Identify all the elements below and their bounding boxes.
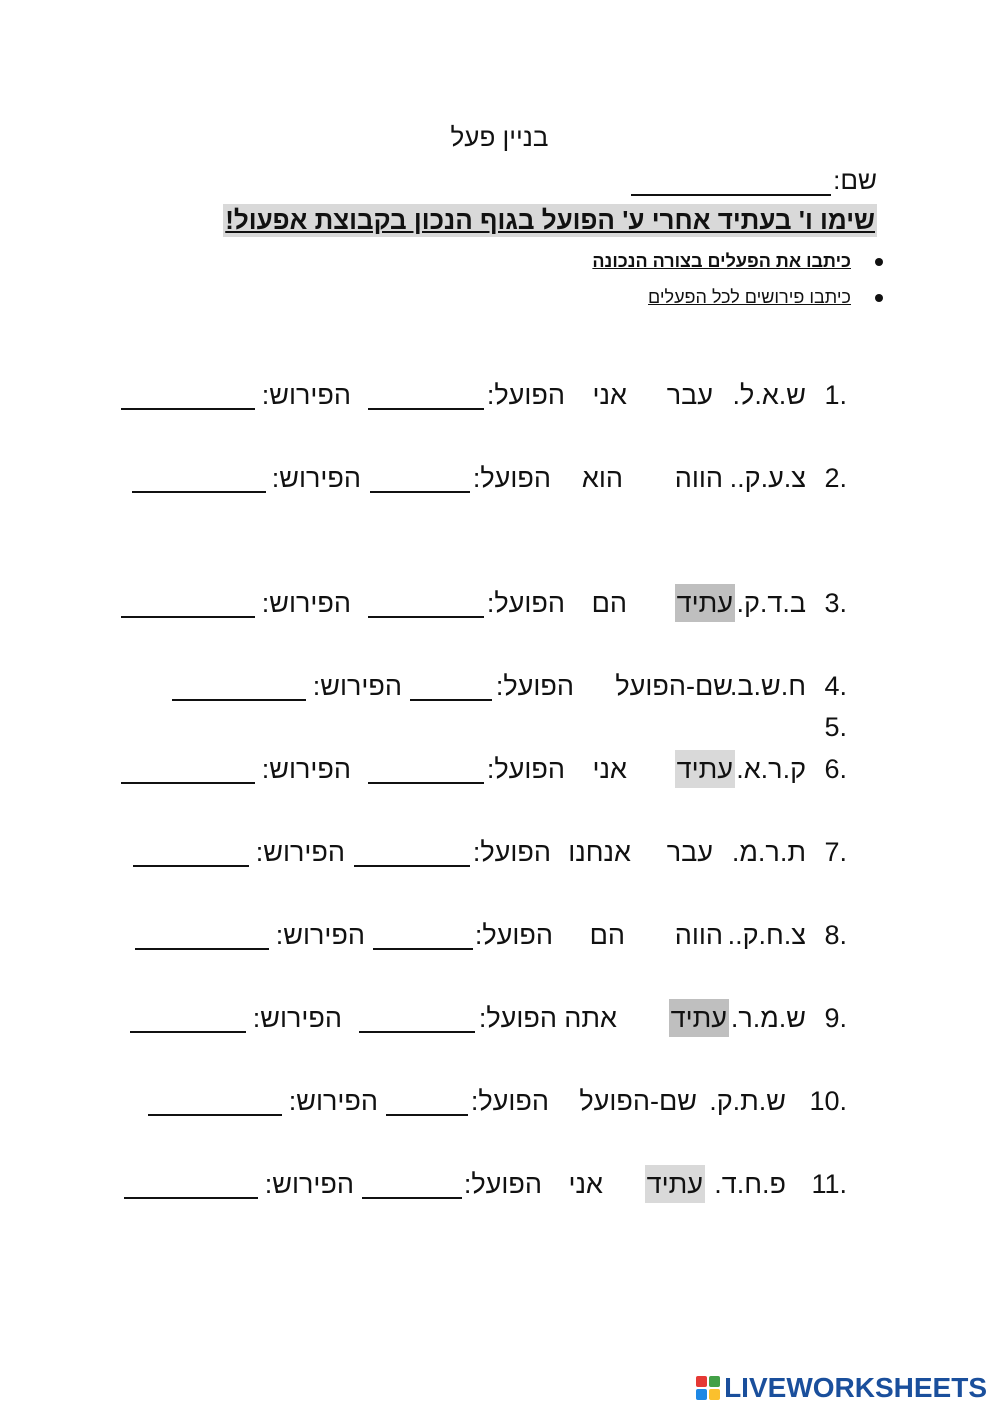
- question-person: אני: [568, 1169, 603, 1199]
- question-number: 6.: [824, 754, 847, 784]
- meaning-answer-input[interactable]: [135, 922, 269, 950]
- question-4: [0, 667, 999, 705]
- name-row: [631, 165, 877, 196]
- bullet-icon: [875, 258, 883, 266]
- verb-label: הפועל:: [472, 463, 551, 493]
- verb-answer-input[interactable]: [410, 673, 492, 701]
- question-3: [0, 584, 999, 622]
- question-person: הוא: [581, 463, 623, 493]
- question-5: [0, 708, 999, 746]
- verb-answer-input[interactable]: [359, 1005, 475, 1033]
- verb-label: הפועל:: [486, 754, 565, 784]
- question-person: אני: [592, 380, 627, 410]
- meaning-label: הפירוש:: [261, 754, 351, 784]
- verb-answer-input[interactable]: [354, 839, 470, 867]
- meaning-answer-input[interactable]: [148, 1088, 282, 1116]
- question-2: [0, 459, 999, 497]
- question-number: 7.: [824, 837, 847, 867]
- question-8: [0, 916, 999, 954]
- meaning-label: הפירוש:: [261, 588, 351, 618]
- list-item: כיתבו את הפעלים בצורה הנכונה: [592, 247, 851, 283]
- verb-label: הפועל:: [472, 837, 551, 867]
- question-person: הם: [591, 588, 627, 618]
- question-tense: עתיד: [675, 750, 735, 788]
- verb-label: הפועל:: [474, 920, 553, 950]
- question-9: [0, 999, 999, 1037]
- question-tense: שם-הפועל: [615, 671, 733, 701]
- meaning-label: הפירוש:: [252, 1003, 342, 1033]
- logo-icon: [696, 1376, 720, 1400]
- question-number: 4.: [824, 671, 847, 701]
- question-root: ח.ש.ב.: [729, 671, 806, 701]
- meaning-label: הפירוש:: [312, 671, 402, 701]
- question-number: 8.: [824, 920, 847, 950]
- question-number: 10.: [809, 1086, 847, 1116]
- verb-label: הפועל:: [486, 380, 565, 410]
- meaning-label: הפירוש:: [255, 837, 345, 867]
- question-tense: הווה: [674, 920, 723, 950]
- list-item: כיתבו פירושים לכל הפעלים: [592, 283, 851, 319]
- verb-answer-input[interactable]: [368, 382, 484, 410]
- question-root: ק.ר.א.: [736, 754, 806, 784]
- question-tense: עתיד: [675, 584, 735, 622]
- liveworksheets-logo: [696, 1372, 987, 1404]
- question-tense: עבר: [666, 380, 713, 410]
- question-root: צ.ח.ק..: [727, 920, 806, 950]
- instruction-heading: שימו ו' בעתיד אחרי ע' הפועל בגוף הנכון בקבוצת אפעול!: [225, 205, 875, 235]
- name-label: שם:: [833, 165, 877, 195]
- verb-label: הפועל:: [478, 1003, 557, 1033]
- question-root: צ.ע.ק..: [729, 463, 806, 493]
- question-number: 2.: [824, 463, 847, 493]
- question-root: ב.ד.ק.: [736, 588, 806, 618]
- meaning-answer-input[interactable]: [132, 465, 266, 493]
- instruction-list: [592, 247, 851, 319]
- logo-text: LIVEWORKSHEETS: [724, 1372, 987, 1403]
- meaning-answer-input[interactable]: [124, 1171, 258, 1199]
- verb-label: הפועל:: [463, 1169, 542, 1199]
- question-number: 3.: [824, 588, 847, 618]
- question-1: [0, 376, 999, 414]
- question-number: 5.: [824, 712, 847, 742]
- meaning-answer-input[interactable]: [133, 839, 249, 867]
- question-person: אני: [592, 754, 627, 784]
- question-tense: שם-הפועל: [579, 1086, 697, 1116]
- verb-label: הפועל:: [486, 588, 565, 618]
- question-person: אתה: [564, 1003, 617, 1033]
- question-person: אנחנו: [568, 837, 631, 867]
- question-tense: עתיד: [645, 1165, 705, 1203]
- question-number: 1.: [824, 380, 847, 410]
- question-number: 9.: [824, 1003, 847, 1033]
- question-7: [0, 833, 999, 871]
- meaning-answer-input[interactable]: [130, 1005, 246, 1033]
- question-root: ת.ר.מ.: [731, 837, 806, 867]
- verb-answer-input[interactable]: [373, 922, 473, 950]
- meaning-answer-input[interactable]: [121, 756, 255, 784]
- bullet-icon: [875, 294, 883, 302]
- question-11: [0, 1165, 999, 1203]
- verb-label: הפועל:: [495, 671, 574, 701]
- verb-answer-input[interactable]: [368, 756, 484, 784]
- meaning-label: הפירוש:: [288, 1086, 378, 1116]
- name-input[interactable]: [631, 166, 831, 196]
- question-tense: עתיד: [669, 999, 729, 1037]
- question-6: [0, 750, 999, 788]
- page-title: בניין פעל: [450, 122, 549, 152]
- question-root: ש.ת.ק.: [709, 1086, 786, 1116]
- question-root: ש.א.ל.: [732, 380, 806, 410]
- verb-answer-input[interactable]: [362, 1171, 462, 1199]
- meaning-label: הפירוש:: [264, 1169, 354, 1199]
- meaning-answer-input[interactable]: [121, 590, 255, 618]
- question-root: ש.מ.ר.: [730, 1003, 806, 1033]
- meaning-label: הפירוש:: [261, 380, 351, 410]
- meaning-label: הפירוש:: [271, 463, 361, 493]
- question-person: הם: [589, 920, 625, 950]
- verb-label: הפועל:: [470, 1086, 549, 1116]
- meaning-label: הפירוש:: [275, 920, 365, 950]
- meaning-answer-input[interactable]: [121, 382, 255, 410]
- question-tense: הווה: [674, 463, 723, 493]
- question-tense: עבר: [666, 837, 713, 867]
- question-root: פ.ח.ד.: [714, 1169, 786, 1199]
- question-10: [0, 1082, 999, 1120]
- verb-answer-input[interactable]: [368, 590, 484, 618]
- verb-answer-input[interactable]: [370, 465, 470, 493]
- question-number: 11.: [811, 1169, 847, 1199]
- verb-answer-input[interactable]: [386, 1088, 468, 1116]
- meaning-answer-input[interactable]: [172, 673, 306, 701]
